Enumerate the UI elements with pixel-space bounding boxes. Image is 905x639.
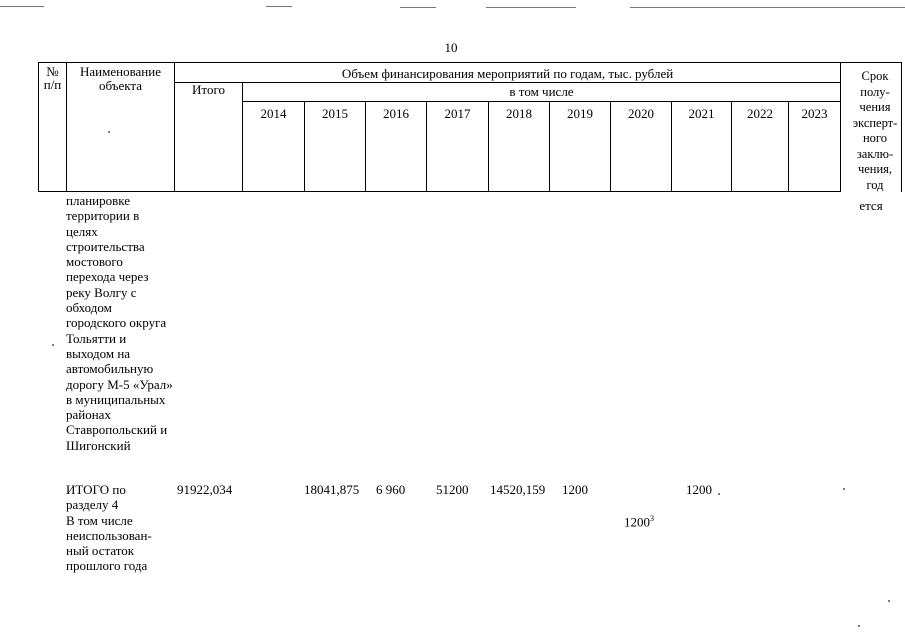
value-2021: 1200	[686, 482, 712, 497]
value-2015: 18041,875	[304, 482, 360, 497]
value-2016: 6 960	[376, 482, 406, 497]
value-2020-remainder-amount: 1200	[624, 514, 650, 530]
year-2020: 2020	[628, 106, 654, 121]
scan-mark	[630, 7, 905, 8]
scan-speck	[888, 600, 890, 602]
scan-mark	[0, 6, 44, 7]
year-2016: 2016	[383, 106, 409, 121]
value-2019: 1200	[562, 482, 588, 497]
object-description: планировке территории в целях строительства мостового перехода через реку Волгу с обходом городского округа Тольятти и выходом на автомобильную дорогу М-5 «Урал» в муниципальных районах Ставропольский и Шигонский	[66, 193, 173, 453]
year-2021: 2021	[688, 106, 715, 121]
value-2018: 14520,159	[490, 482, 546, 497]
header-total: Итого	[192, 82, 225, 97]
scan-speck	[843, 488, 845, 490]
term-suffix: ется	[859, 198, 883, 213]
year-2022: 2022	[747, 106, 773, 121]
year-2018: 2018	[506, 106, 532, 121]
scan-speck	[858, 625, 860, 627]
year-2014: 2014	[260, 106, 287, 121]
scan-mark	[486, 7, 576, 8]
page-number: 10	[444, 40, 458, 55]
scan-speck	[52, 344, 54, 346]
section-total-label: ИТОГО по разделу 4 В том числе неиспользован- ный остаток прошлого года	[66, 482, 152, 574]
year-2015: 2015	[322, 106, 348, 121]
header-financing-title: Объем финансирования мероприятий по годам, тыс. рублей	[341, 66, 674, 81]
scan-speck	[718, 493, 720, 495]
header-number: № п/п	[43, 64, 62, 92]
total-value: 91922,034	[177, 482, 233, 497]
year-2017: 2017	[444, 106, 471, 121]
year-2023: 2023	[801, 106, 828, 121]
value-2017: 51200	[436, 482, 469, 497]
scan-mark	[266, 6, 292, 7]
footnote-marker: 3	[650, 514, 654, 523]
scan-speck	[108, 131, 110, 133]
header-including: в том числе	[509, 84, 574, 99]
year-2019: 2019	[567, 106, 593, 121]
value-2020-remainder	[624, 514, 654, 530]
header-object-name: Наименование объекта	[80, 64, 161, 93]
scan-mark	[400, 7, 436, 8]
header-expert-term: Срок полу- чения эксперт- ного заклю- чения, год	[852, 69, 898, 192]
